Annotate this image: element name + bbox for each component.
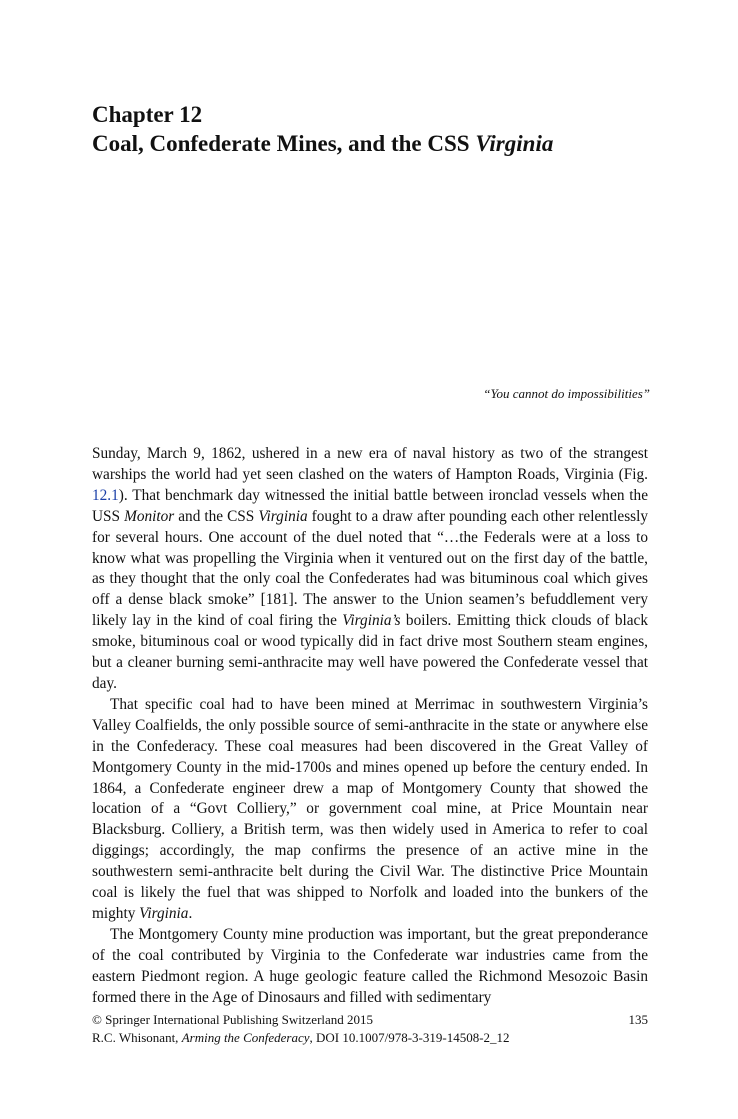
- chapter-title-italic: Virginia: [475, 131, 554, 156]
- chapter-heading: [92, 100, 652, 158]
- p2-text-1: That specific coal had to have been mined at Merrimac in southwestern Virginia’s Valley Coalfields, the only possible source of semi-anthracite in the state or anywhere else in the Confederacy. These coal measures had been discovered in the Great Valley of Montgomery County in the mid-1700s and mines opened up before the century ended. In 1864, a Confederate engineer drew a map of Montgomery County that showed the location of a “Govt Colliery,” or government coal mine, at Price Mountain near Blacksburg. Colliery, a British term, was then widely used in America to refer to coal diggings; accordingly, the map confirms the presence of an active mine in the southwestern semi-anthracite belt during the Civil War. The distinctive Price Mountain coal is likely the fuel that was shipped to Norfolk and loaded into the bunkers of the mighty: [92, 695, 648, 922]
- citation-book-title: Arming the Confederacy: [181, 1030, 310, 1045]
- copyright-notice: © Springer International Publishing Switzerland 2015: [92, 1012, 374, 1027]
- p2-text-2: .: [188, 904, 193, 922]
- paragraph-3: [92, 925, 648, 1009]
- figure-reference-link[interactable]: 12.1: [92, 486, 119, 504]
- p1-italic-virginias: Virginia’s: [342, 612, 401, 630]
- citation: [92, 1029, 648, 1047]
- p1-text-4: fought to a draw after pounding each other relentlessly for several hours. One account of the duel noted that “…the Federals were at a loss to know what was propelling the Virginia when it ventured out on the first day of the battle, as they thought that the only coal the Confederates had was bituminous coal which gives off a dense black smoke” [181]. The answer to the Union seamen’s befuddlement very likely lay in the kind of coal firing the: [92, 507, 648, 630]
- p3-text-1: The Montgomery County mine production was important, but the great preponderance of the coal contributed by Virginia to the Confederate war industries came from the eastern Piedmont region. A huge geologic feature called the Richmond Mesozoic Basin formed there in the Age of Dinosaurs and filled with sedimentary: [92, 925, 648, 1006]
- body-text: [92, 444, 648, 1008]
- paragraph-2: [92, 695, 648, 925]
- citation-author: R.C. Whisonant,: [92, 1030, 182, 1045]
- chapter-label: Chapter 12: [92, 102, 203, 127]
- p1-italic-virginia: Virginia: [258, 507, 308, 525]
- p1-italic-monitor: Monitor: [124, 507, 175, 525]
- paragraph-1: [92, 444, 648, 695]
- epigraph: “You cannot do impossibilities”: [483, 386, 650, 401]
- p1-text-2: ). That benchmark day witnessed the initial battle between ironclad vessels when the USS: [92, 486, 648, 525]
- chapter-title: [92, 129, 652, 158]
- page-footer: [92, 1011, 648, 1047]
- p2-italic-virginia: Virginia: [139, 904, 189, 922]
- citation-doi: , DOI 10.1007/978-3-319-14508-2_12: [309, 1030, 510, 1045]
- p1-text-1: Sunday, March 9, 1862, ushered in a new era of naval history as two of the strangest warships the world had yet seen clashed on the waters of Hampton Roads, Virginia (Fig.: [92, 445, 648, 483]
- chapter-title-main: Coal, Confederate Mines, and the CSS: [92, 131, 476, 156]
- footer-row-copyright: [92, 1011, 648, 1029]
- page-number: 135: [628, 1012, 648, 1027]
- p1-text-5: boilers. Emitting thick clouds of black smoke, bituminous coal or wood typically did in fact drive most Southern steam engines, but a cleaner burning semi-anthracite may well have powered the Confederate vessel that day.: [92, 612, 648, 692]
- p1-text-3: and the CSS: [174, 507, 259, 525]
